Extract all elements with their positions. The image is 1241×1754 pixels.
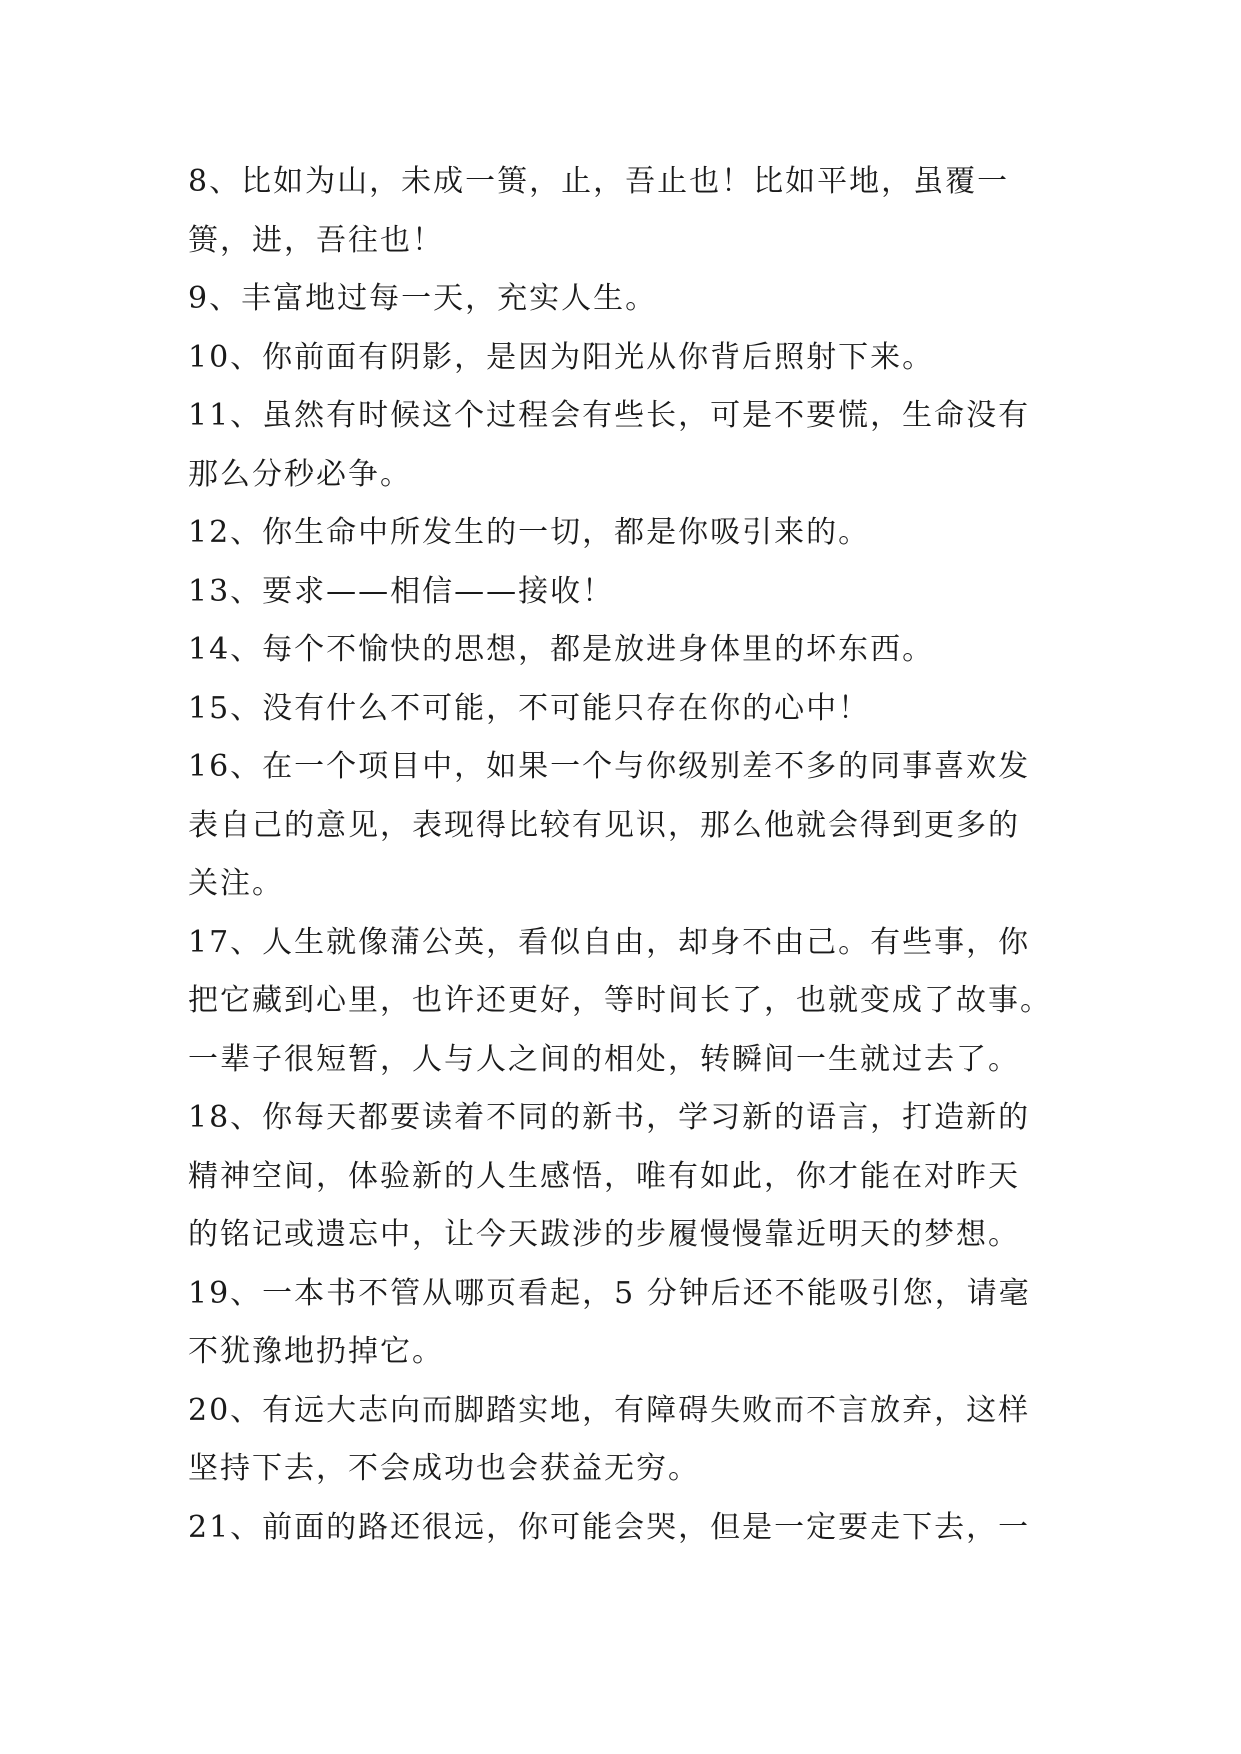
text-line: 13、要求——相信——接收！ [188,573,615,609]
text-line: 18、你每天都要读着不同的新书，学习新的语言，打造新的 [188,1100,1031,1135]
text-line: 篑，进，吾往也！ [188,222,444,258]
text-line: 精神空间，体验新的人生感悟，唯有如此，你才能在对昨天 [188,1158,1020,1194]
text-line: 表自己的意见，表现得比较有见识，那么他就会得到更多的 [188,807,1020,843]
text-line: 21、前面的路还很远，你可能会哭，但是一定要走下去，一 [188,1509,1031,1545]
text-line: 10、你前面有阴影，是因为阳光从你背后照射下来。 [188,339,935,375]
text-line: 15、没有什么不可能，不可能只存在你的心中！ [188,690,871,726]
text-line: 17、人生就像蒲公英，看似自由，却身不由己。有些事，你 [188,924,1031,960]
text-line: 12、你生命中所发生的一切，都是你吸引来的。 [188,515,871,550]
text-line: 一辈子很短暂，人与人之间的相处，转瞬间一生就过去了。 [188,1041,1020,1077]
text-line: 8、比如为山，未成一篑，止，吾止也！比如平地，虽覆一 [188,164,1010,199]
text-line: 19、一本书不管从哪页看起，5 分钟后还不能吸引您，请毫 [188,1275,1031,1311]
text-line: 的铭记或遗忘中，让今天跋涉的步履慢慢靠近明天的梦想。 [188,1217,1020,1252]
text-line: 16、在一个项目中，如果一个与你级别差不多的同事喜欢发 [188,749,1031,784]
text-line: 关注。 [188,866,284,901]
text-line: 20、有远大志向而脚踏实地，有障碍失败而不言放弃，这样 [188,1392,1031,1428]
text-line: 11、虽然有时候这个过程会有些长，可是不要慌，生命没有 [188,398,1031,433]
text-line: 把它藏到心里，也许还更好，等时间长了，也就变成了故事。 [188,983,1052,1018]
text-line: 9、丰富地过每一天，充实人生。 [188,281,658,316]
text-line: 坚持下去，不会成功也会获益无穷。 [188,1451,700,1486]
text-line: 14、每个不愉快的思想，都是放进身体里的坏东西。 [188,632,935,667]
text-line: 那么分秒必争。 [188,456,412,492]
document-body [188,153,1088,1557]
text-line: 不犹豫地扔掉它。 [188,1334,444,1369]
